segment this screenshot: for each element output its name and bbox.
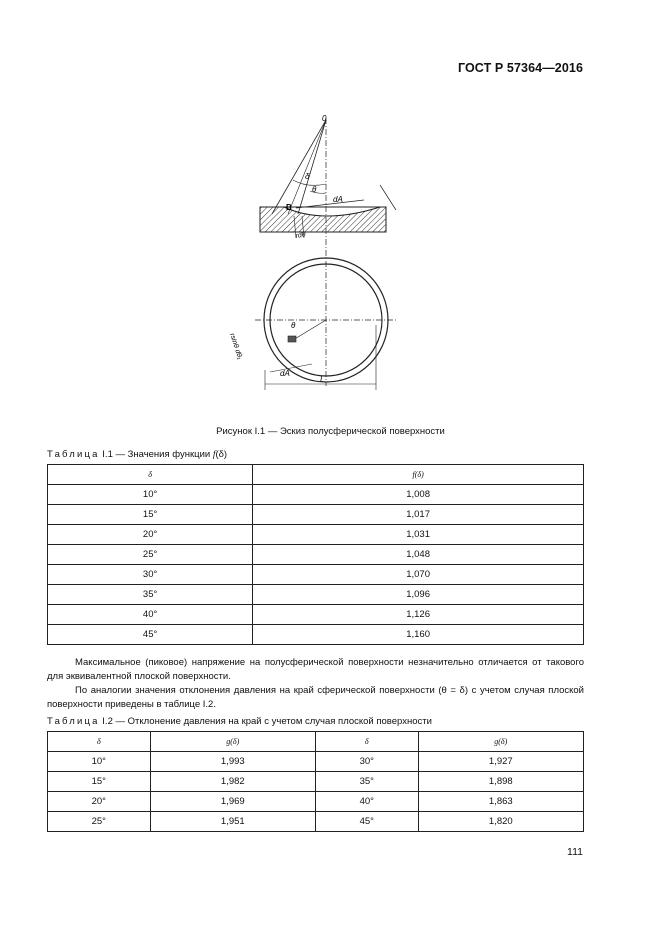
table1-header-f: f(δ) (253, 465, 584, 485)
label-theta: θ (312, 185, 317, 194)
table-row: 40° 1,126 (48, 605, 584, 625)
table1-title: Таблица I.1 — Значения функции f(δ) (47, 449, 228, 460)
table-row: 25° 1,048 (48, 545, 584, 565)
table-row: 15° 1,982 35° 1,898 (48, 772, 584, 792)
label-theta-plan: θ (291, 321, 296, 330)
label-rdtheta: rdθ (295, 231, 307, 240)
table-row: 10° 1,993 30° 1,927 (48, 752, 584, 772)
label-L: L (320, 375, 325, 384)
label-B: B (286, 203, 292, 212)
table-row: 15° 1,017 (48, 505, 584, 525)
label-delta: δ (305, 172, 310, 181)
table-row: 10° 1,008 (48, 485, 584, 505)
table2-header-g-1: g(δ) (150, 732, 315, 752)
paragraph-2: По аналогии значения отклонения давления на край сферической поверхности (θ = δ) с учетом случая плоской поверхности приведены в таблице I.2. (47, 685, 584, 710)
label-origin: 0 (322, 114, 327, 123)
table2-header-delta-2: δ (315, 732, 418, 752)
hemisphere-sketch-figure (200, 110, 410, 395)
table2-header-g-2: g(δ) (418, 732, 583, 752)
table2-header-delta-1: δ (48, 732, 151, 752)
label-dA-plan: dA (280, 369, 290, 378)
document-header: ГОСТ Р 57364—2016 (457, 61, 583, 75)
hemisphere-sketch-svg (200, 110, 410, 395)
table2-title: Таблица I.2 — Отклонение давления на край с учетом случая плоской поверхности (47, 716, 432, 727)
table-row: 35° 1,096 (48, 585, 584, 605)
figure-caption: Рисунок I.1 — Эскиз полусферической поверхности (216, 426, 445, 437)
paragraph-1: Максимальное (пиковое) напряжение на полусферической поверхности незначительно отличается от такового для эквивалентной плоской поверхности. (47, 657, 584, 682)
table-row: 30° 1,070 (48, 565, 584, 585)
table-row: 45° 1,160 (48, 625, 584, 645)
table1 (47, 464, 584, 645)
table1-header-delta: δ (48, 465, 253, 485)
label-rsin: rsinθ dθ₁ (228, 332, 244, 361)
table-row: 20° 1,969 40° 1,863 (48, 792, 584, 812)
table-row: 25° 1,951 45° 1,820 (48, 812, 584, 832)
page-number: 111 (567, 846, 583, 858)
table2 (47, 731, 584, 832)
label-dA-top: dA (333, 195, 343, 204)
table-row: 20° 1,031 (48, 525, 584, 545)
